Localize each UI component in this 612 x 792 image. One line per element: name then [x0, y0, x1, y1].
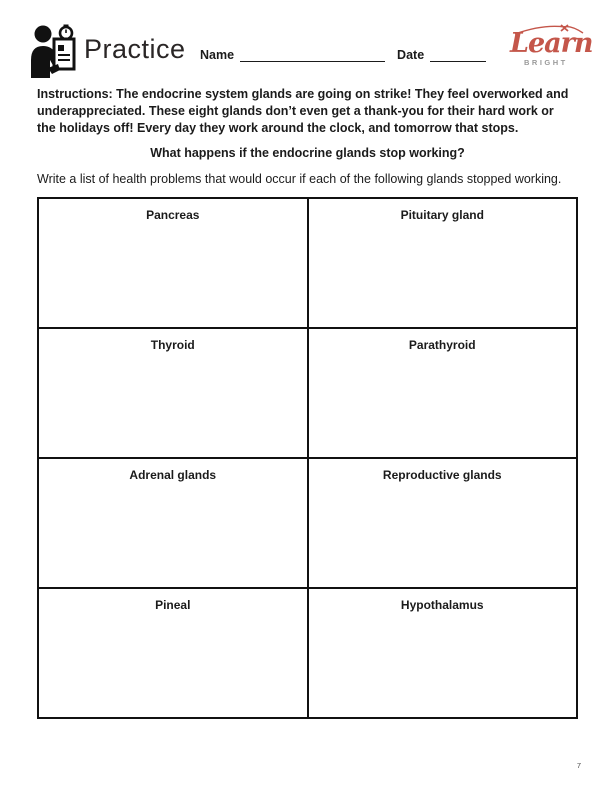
answer-area-pineal[interactable] — [39, 612, 307, 712]
cell-label: Hypothalamus — [400, 598, 484, 612]
cell-label: Pineal — [155, 598, 191, 612]
answer-area-thyroid[interactable] — [39, 352, 307, 452]
table-cell-parathyroid — [308, 328, 578, 458]
answer-area-adrenal-glands[interactable] — [39, 482, 307, 582]
table-cell-pituitary-gland — [308, 198, 578, 328]
cell-label: Reproductive glands — [382, 468, 502, 482]
answer-area-pancreas[interactable] — [39, 222, 307, 322]
gland-table — [37, 197, 578, 719]
table-row — [38, 328, 577, 458]
page-number: 7 — [576, 761, 581, 770]
answer-area-hypothalamus[interactable] — [309, 612, 577, 712]
answer-area-parathyroid[interactable] — [309, 352, 577, 452]
cell-label: Parathyroid — [408, 338, 476, 352]
table-cell-adrenal-glands — [38, 458, 308, 588]
answer-area-reproductive-glands[interactable] — [309, 482, 577, 582]
table-cell-thyroid — [38, 328, 308, 458]
name-date-row — [200, 48, 486, 62]
cell-label: Thyroid — [150, 338, 195, 352]
cell-label: Pituitary gland — [400, 208, 484, 222]
table-cell-pancreas — [38, 198, 308, 328]
table-row — [38, 198, 577, 328]
date-label: Date — [397, 48, 425, 62]
cell-label: Pancreas — [146, 208, 200, 222]
table-row — [38, 588, 577, 718]
learn-bright-logo — [510, 22, 593, 67]
logo-wordmark: Learn — [510, 28, 593, 59]
name-label: Name — [200, 48, 235, 62]
answer-area-pituitary-gland[interactable] — [309, 222, 577, 322]
table-cell-hypothalamus — [308, 588, 578, 718]
name-fill-in-line[interactable] — [240, 49, 385, 62]
page-title: Practice — [84, 34, 186, 64]
instructions-paragraph: Instructions: The endocrine system glands are going on strike! They feel overworked and underappreciated. These eight glands don’t even get a thank-you for their hard work or the holidays off! Every day they work around the clock, and tomorrow that stops. — [37, 87, 569, 135]
logo-subtext: BRIGHT — [524, 58, 568, 67]
question-heading: What happens if the endocrine glands stop working? — [150, 146, 465, 160]
table-row — [38, 458, 577, 588]
date-fill-in-line[interactable] — [430, 49, 486, 62]
table-cell-reproductive-glands — [308, 458, 578, 588]
table-cell-pineal — [38, 588, 308, 718]
prompt-text: Write a list of health problems that would occur if each of the following glands stopped working. — [37, 172, 562, 186]
cell-label: Adrenal glands — [129, 468, 217, 482]
page-header — [0, 22, 612, 78]
practice-person-clipboard-icon — [30, 24, 80, 83]
